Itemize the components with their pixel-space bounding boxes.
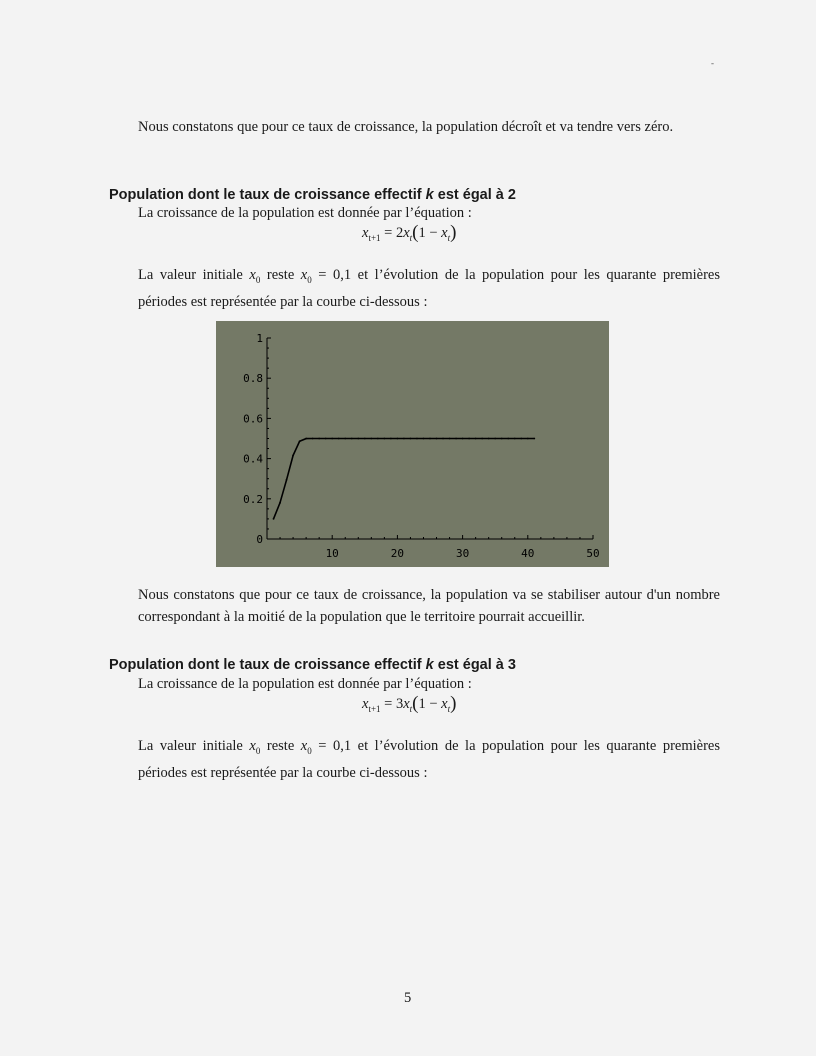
data-point <box>423 438 425 440</box>
data-point <box>292 454 294 456</box>
data-point <box>436 438 438 440</box>
data-point <box>357 438 359 440</box>
data-point <box>397 438 399 440</box>
data-point <box>507 438 509 440</box>
data-point <box>429 438 431 440</box>
data-point <box>462 438 464 440</box>
data-point <box>279 502 281 504</box>
data-point <box>305 438 307 440</box>
section-heading-k2: Population dont le taux de croissance effectif k est égal à 2 <box>109 187 516 203</box>
data-point <box>455 438 457 440</box>
equation-intro-k2: La croissance de la population est donnée par l’équation : <box>138 205 472 221</box>
data-point <box>533 438 535 440</box>
data-point <box>416 438 418 440</box>
data-point <box>501 438 503 440</box>
x-tick-label: 40 <box>521 547 535 560</box>
data-point <box>370 438 372 440</box>
top-dash-mark: - <box>711 58 714 68</box>
paragraph-decline: Nous constatons que pour ce taux de croissance, la population décroît et va tendre vers zéro. <box>138 119 674 135</box>
x-tick-label: 20 <box>390 547 405 560</box>
data-point <box>273 518 275 520</box>
equation-intro-k3: La croissance de la population est donnée par l’équation : <box>138 676 472 692</box>
y-tick-label: 0.6 <box>243 412 263 426</box>
data-point <box>488 438 490 440</box>
population-chart-k2 <box>216 321 609 567</box>
data-point <box>338 438 340 440</box>
y-tick-label: 0.8 <box>243 372 263 386</box>
y-tick-label: 1 <box>256 332 263 345</box>
data-point <box>377 438 379 440</box>
data-point <box>383 438 385 440</box>
data-point <box>481 438 483 440</box>
heading-k-variable: k <box>425 657 434 673</box>
y-tick-label: 0 <box>256 533 263 546</box>
data-point <box>468 438 470 440</box>
data-point <box>286 479 288 481</box>
x-tick-label: 10 <box>325 547 339 560</box>
data-point <box>390 438 392 440</box>
x-tick-label: 50 <box>586 547 600 560</box>
y-tick-label: 0.4 <box>243 452 263 466</box>
paragraph-stabilization: Nous constatons que pour ce taux de croissance, la population va se stabiliser autour d'un nombre correspondant à la moitié de la population que le territoire pourrait accueillir. <box>138 587 720 625</box>
data-point <box>364 438 366 440</box>
data-point <box>331 438 333 440</box>
data-point <box>318 438 320 440</box>
paragraph-initial-value-k2: La valeur initiale $x_0$ reste $x_0 = 0,1$ et l’évolution de la population pour les quarante premières périodes est représentée par la courbe ci-dessous : <box>138 267 720 310</box>
data-point <box>494 438 496 440</box>
data-point <box>325 438 327 440</box>
data-point <box>312 438 314 440</box>
equation-k3: $x_{t+1} = 3x_t(1 - x_t)$ <box>362 693 457 714</box>
data-point <box>351 438 353 440</box>
x-tick-label: 30 <box>455 547 470 560</box>
data-point <box>475 438 477 440</box>
data-point <box>299 440 301 442</box>
data-point <box>403 438 405 440</box>
data-point <box>442 438 444 440</box>
data-point <box>514 438 516 440</box>
data-point <box>527 438 529 440</box>
series-line <box>274 439 535 519</box>
equation-k2: $x_{t+1} = 2x_t(1 - x_t)$ <box>362 222 457 243</box>
page-number: 5 <box>404 990 412 1006</box>
data-point <box>344 438 346 440</box>
heading-k-variable: k <box>425 187 434 203</box>
data-point <box>520 438 522 440</box>
population-line-chart <box>216 321 609 567</box>
section-heading-k3: Population dont le taux de croissance effectif k est égal à 3 <box>109 657 516 673</box>
paragraph-initial-value-k3: La valeur initiale $x_0$ reste $x_0 = 0,1$ et l’évolution de la population pour les quarante premières périodes est représentée par la courbe ci-dessous : <box>138 738 720 781</box>
data-point <box>410 438 412 440</box>
data-point <box>449 438 451 440</box>
y-tick-label: 0.2 <box>243 492 263 506</box>
